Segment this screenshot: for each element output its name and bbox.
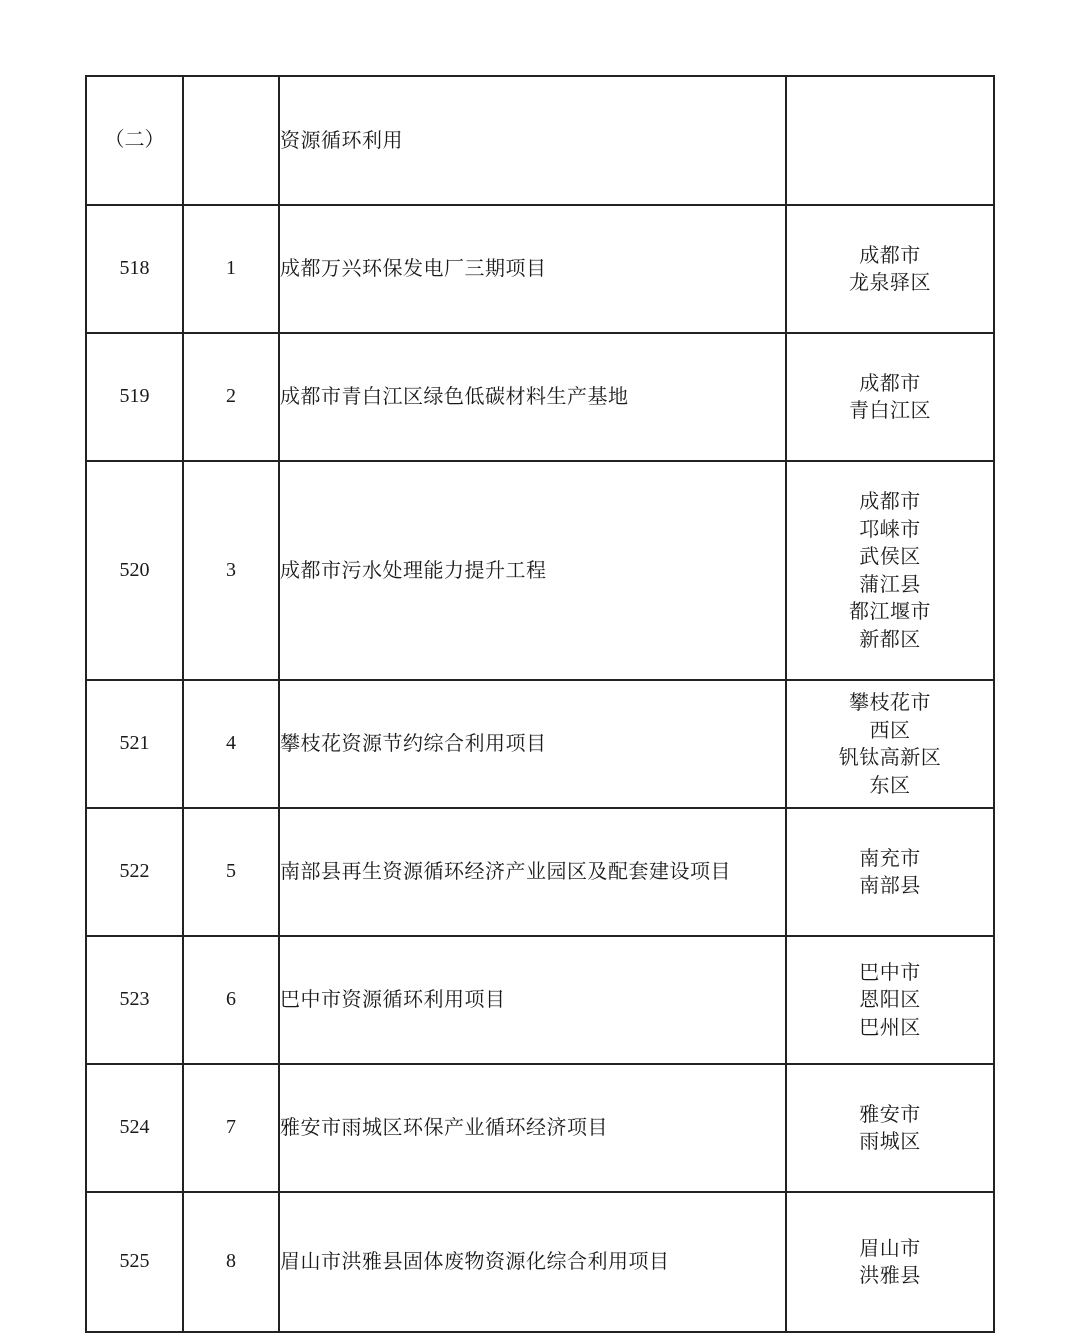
row-id: 520	[86, 461, 183, 680]
project-location	[786, 1192, 994, 1332]
row-id: 518	[86, 205, 183, 333]
table-row	[86, 205, 994, 333]
location-line: 攀枝花市	[849, 690, 931, 714]
section-label: （二）	[86, 76, 183, 205]
section-location-empty	[786, 76, 994, 205]
project-location	[786, 461, 994, 680]
location-line: 雨城区	[859, 1129, 921, 1153]
row-id: 524	[86, 1064, 183, 1192]
row-id: 522	[86, 808, 183, 936]
project-location	[786, 1064, 994, 1192]
location-line: 西区	[869, 717, 911, 742]
row-id: 521	[86, 680, 183, 808]
section-header-row	[86, 76, 994, 205]
location-line: 雅安市	[859, 1101, 921, 1126]
row-seq: 5	[183, 808, 279, 936]
table-row	[86, 936, 994, 1064]
table-row	[86, 1192, 994, 1332]
row-id: 525	[86, 1192, 183, 1332]
location-line: 钒钛高新区	[838, 745, 942, 769]
row-seq: 8	[183, 1192, 279, 1332]
location-line: 都江堰市	[849, 599, 931, 623]
location-line: 成都市	[859, 242, 921, 267]
location-line: 洪雅县	[859, 1263, 921, 1287]
location-line: 巴中市	[859, 959, 921, 984]
location-line: 成都市	[859, 489, 921, 513]
row-seq: 2	[183, 333, 279, 461]
project-name: 攀枝花资源节约综合利用项目	[279, 680, 786, 808]
row-seq: 1	[183, 205, 279, 333]
project-name: 雅安市雨城区环保产业循环经济项目	[279, 1064, 786, 1192]
location-line: 南充市	[859, 845, 921, 870]
project-name: 成都万兴环保发电厂三期项目	[279, 205, 786, 333]
table-row	[86, 1064, 994, 1192]
location-line: 蒲江县	[859, 571, 921, 596]
table-row	[86, 680, 994, 808]
section-title: 资源循环利用	[279, 76, 786, 205]
table-row	[86, 461, 994, 680]
location-line: 武侯区	[859, 544, 921, 568]
project-location	[786, 333, 994, 461]
location-line: 东区	[869, 772, 911, 797]
row-seq: 4	[183, 680, 279, 808]
location-line: 南部县	[859, 873, 921, 897]
project-name: 巴中市资源循环利用项目	[279, 936, 786, 1064]
project-location	[786, 808, 994, 936]
location-line: 巴州区	[859, 1014, 921, 1039]
project-location	[786, 680, 994, 808]
project-name: 南部县再生资源循环经济产业园区及配套建设项目	[279, 808, 786, 936]
location-line: 龙泉驿区	[849, 270, 931, 294]
row-id: 519	[86, 333, 183, 461]
location-line: 邛崃市	[859, 516, 921, 541]
project-location	[786, 205, 994, 333]
project-name: 成都市青白江区绿色低碳材料生产基地	[279, 333, 786, 461]
location-line: 眉山市	[859, 1235, 921, 1260]
row-seq: 7	[183, 1064, 279, 1192]
project-name: 成都市污水处理能力提升工程	[279, 461, 786, 680]
table-row	[86, 808, 994, 936]
location-line: 成都市	[859, 370, 921, 395]
location-line: 新都区	[859, 626, 921, 651]
project-name: 眉山市洪雅县固体废物资源化综合利用项目	[279, 1192, 786, 1332]
project-location	[786, 936, 994, 1064]
row-id: 523	[86, 936, 183, 1064]
section-seq-empty	[183, 76, 279, 205]
row-seq: 6	[183, 936, 279, 1064]
table-row	[86, 333, 994, 461]
location-line: 恩阳区	[859, 987, 921, 1012]
project-table	[85, 75, 995, 1333]
location-line: 青白江区	[849, 398, 931, 422]
row-seq: 3	[183, 461, 279, 680]
